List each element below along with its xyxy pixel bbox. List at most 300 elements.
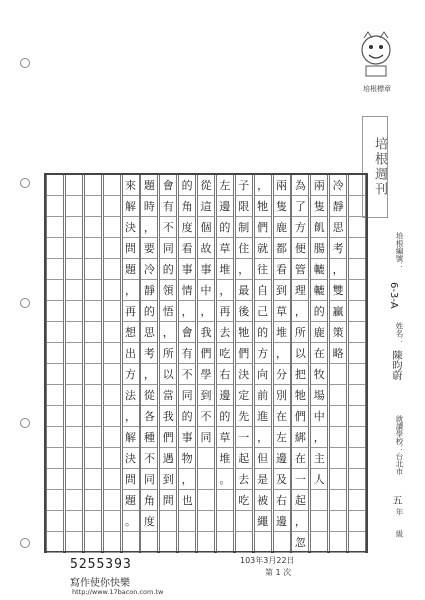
grid-cell: 看 xyxy=(274,259,290,280)
grid-cell: 草 xyxy=(217,427,233,448)
grid-cell xyxy=(66,406,82,427)
grid-cell: 限 xyxy=(236,196,252,217)
grid-cell: 同 xyxy=(141,469,157,490)
grid-cell: ， xyxy=(217,280,233,301)
grid-cell: 中 xyxy=(198,280,214,301)
grid-cell xyxy=(47,280,63,301)
grid-cell: 的 xyxy=(311,301,327,322)
grid-cell: ， xyxy=(179,301,195,322)
grid-cell: 同 xyxy=(198,427,214,448)
grid-cell: 各 xyxy=(141,406,157,427)
grid-cell xyxy=(85,469,101,490)
grid-cell xyxy=(349,259,365,280)
grid-cell xyxy=(311,511,327,532)
grid-cell: 隻 xyxy=(311,196,327,217)
grid-cell xyxy=(349,238,365,259)
grid-cell: 有 xyxy=(160,196,176,217)
grid-cell: 右 xyxy=(274,490,290,511)
grid-cell xyxy=(330,448,346,469)
grid-cell: 冷 xyxy=(141,259,157,280)
grid-cell: 所 xyxy=(292,322,308,343)
grid-cell xyxy=(47,196,63,217)
grid-cell: 堆 xyxy=(217,448,233,469)
grid-cell: 思 xyxy=(141,322,157,343)
binder-hole xyxy=(20,178,30,188)
grid-cell: ， xyxy=(123,280,139,301)
grid-cell: 這 xyxy=(198,196,214,217)
grid-cell: 在 xyxy=(311,343,327,364)
school-label: 就讀學校：台北市 xyxy=(395,415,404,475)
grid-cell: 左 xyxy=(274,427,290,448)
grid-cell xyxy=(217,490,233,511)
grid-column xyxy=(178,175,196,551)
grid-cell: 方 xyxy=(292,217,308,238)
grid-cell: 要 xyxy=(141,238,157,259)
grid-cell: 把 xyxy=(292,364,308,385)
grid-cell: 考 xyxy=(141,343,157,364)
grid-cell xyxy=(104,175,120,196)
grid-cell xyxy=(104,343,120,364)
grid-cell: 中 xyxy=(311,406,327,427)
grid-column xyxy=(84,175,102,551)
grid-cell: 綁 xyxy=(292,427,308,448)
grid-cell: 不 xyxy=(198,406,214,427)
grid-cell: 忽 xyxy=(292,532,308,553)
grid-cell: 己 xyxy=(255,301,271,322)
grid-cell: 思 xyxy=(330,217,346,238)
grid-cell: 不 xyxy=(160,217,176,238)
grid-cell: 在 xyxy=(274,406,290,427)
grid-cell: 轆 xyxy=(311,280,327,301)
grid-cell xyxy=(66,301,82,322)
grid-cell xyxy=(198,448,214,469)
grid-cell: 們 xyxy=(292,406,308,427)
grid-cell: 前 xyxy=(255,385,271,406)
grid-cell xyxy=(104,364,120,385)
grid-cell: 從 xyxy=(141,385,157,406)
binder-hole xyxy=(20,418,30,428)
grid-cell xyxy=(236,532,252,553)
grid-cell xyxy=(85,385,101,406)
grid-cell: 起 xyxy=(292,490,308,511)
grid-cell: 的 xyxy=(217,217,233,238)
grid-cell: 想 xyxy=(123,322,139,343)
grid-cell xyxy=(47,448,63,469)
grid-cell: 物 xyxy=(179,448,195,469)
grade-suffix: 級 xyxy=(395,530,404,538)
grid-cell xyxy=(104,196,120,217)
grid-cell: 的 xyxy=(217,406,233,427)
grid-cell xyxy=(66,469,82,490)
magazine-title: 培根週刊 xyxy=(362,116,388,218)
grid-cell: 管 xyxy=(292,259,308,280)
grid-cell: 定 xyxy=(236,385,252,406)
grid-cell xyxy=(330,364,346,385)
grid-cell: ， xyxy=(292,511,308,532)
grid-cell xyxy=(85,511,101,532)
grid-cell: 方 xyxy=(255,343,271,364)
code-label: 培根編號： xyxy=(395,232,404,270)
grid-cell: 故 xyxy=(198,238,214,259)
grid-cell xyxy=(330,511,346,532)
grid-cell xyxy=(104,406,120,427)
grid-cell: 決 xyxy=(236,364,252,385)
grid-cell xyxy=(349,469,365,490)
grid-cell xyxy=(104,280,120,301)
grid-cell xyxy=(85,196,101,217)
grid-cell: 情 xyxy=(179,280,195,301)
binder-hole xyxy=(20,298,30,308)
grid-cell: 遇 xyxy=(160,448,176,469)
grid-cell xyxy=(330,469,346,490)
grid-cell xyxy=(104,490,120,511)
grid-cell: 一 xyxy=(236,427,252,448)
grid-cell xyxy=(330,532,346,553)
grid-cell: 不 xyxy=(141,448,157,469)
barcode-number: 5255393 xyxy=(70,557,132,572)
grid-cell: 人 xyxy=(311,469,327,490)
grid-cell: 。 xyxy=(217,469,233,490)
grid-cell: 便 xyxy=(292,238,308,259)
grid-cell: 繩 xyxy=(255,511,271,532)
grid-cell: ， xyxy=(330,259,346,280)
grid-column xyxy=(273,175,291,551)
grid-cell: ， xyxy=(141,217,157,238)
grid-cell: 子 xyxy=(236,175,252,196)
name-label: 姓名： xyxy=(395,322,404,345)
grid-cell xyxy=(47,259,63,280)
grid-cell xyxy=(85,364,101,385)
grid-cell xyxy=(85,490,101,511)
grid-cell: 轆 xyxy=(311,259,327,280)
grid-cell: 也 xyxy=(179,490,195,511)
grid-cell xyxy=(66,364,82,385)
grid-cell: 牠 xyxy=(236,322,252,343)
grid-cell: ， xyxy=(255,427,271,448)
grid-cell: 先 xyxy=(236,406,252,427)
grid-cell: 後 xyxy=(236,301,252,322)
grid-cell: 自 xyxy=(255,280,271,301)
grid-cell xyxy=(66,511,82,532)
grid-cell xyxy=(349,406,365,427)
grid-cell: 在 xyxy=(292,448,308,469)
grid-cell: 再 xyxy=(123,301,139,322)
grid-cell: 角 xyxy=(179,196,195,217)
grid-cell: 決 xyxy=(123,217,139,238)
grid-cell: 右 xyxy=(217,364,233,385)
slogan: 寫作使你快樂 xyxy=(70,578,130,589)
grid-cell: 草 xyxy=(217,238,233,259)
grid-cell: 堆 xyxy=(274,322,290,343)
grid-cell xyxy=(330,490,346,511)
grid-cell xyxy=(104,385,120,406)
grid-cell: 學 xyxy=(198,364,214,385)
grid-cell: 的 xyxy=(141,301,157,322)
grid-cell xyxy=(104,217,120,238)
grid-cell xyxy=(349,196,365,217)
grid-cell xyxy=(349,427,365,448)
grid-cell: 們 xyxy=(198,343,214,364)
grid-cell: 就 xyxy=(255,238,271,259)
grid-cell: 題 xyxy=(141,175,157,196)
grid-cell: 吃 xyxy=(236,490,252,511)
grid-cell xyxy=(349,217,365,238)
grid-cell: 及 xyxy=(274,469,290,490)
grid-cell: 看 xyxy=(179,238,195,259)
grid-cell xyxy=(104,322,120,343)
grid-column xyxy=(329,175,347,551)
grid-cell: 所 xyxy=(160,343,176,364)
grid-cell xyxy=(330,406,346,427)
grid-cell: 去 xyxy=(236,469,252,490)
grid-cell xyxy=(47,532,63,553)
grid-cell xyxy=(349,322,365,343)
binder-hole xyxy=(20,538,30,548)
grid-cell: 的 xyxy=(179,175,195,196)
grid-cell xyxy=(349,280,365,301)
grid-cell: 往 xyxy=(255,259,271,280)
grid-cell: ， xyxy=(198,301,214,322)
grid-cell xyxy=(160,532,176,553)
grade-label: 年 xyxy=(395,508,404,516)
grid-cell xyxy=(85,259,101,280)
grid-cell: 解 xyxy=(123,196,139,217)
grid-cell: 同 xyxy=(160,238,176,259)
grid-column xyxy=(65,175,83,551)
grid-cell xyxy=(104,532,120,553)
code-value: 6-3-A xyxy=(388,282,399,309)
grid-cell: 理 xyxy=(292,280,308,301)
grid-column xyxy=(140,175,158,551)
grid-cell xyxy=(85,301,101,322)
grid-column xyxy=(348,175,366,551)
grid-cell xyxy=(179,532,195,553)
grid-cell xyxy=(85,532,101,553)
grid-cell: 進 xyxy=(255,406,271,427)
grid-cell: 法 xyxy=(123,385,139,406)
grid-cell: 度 xyxy=(141,511,157,532)
grid-cell: 題 xyxy=(123,259,139,280)
grid-cell xyxy=(85,406,101,427)
grid-column xyxy=(235,175,253,551)
grid-cell xyxy=(311,490,327,511)
grid-cell: 事 xyxy=(179,427,195,448)
grid-cell: 牠 xyxy=(255,196,271,217)
grid-cell xyxy=(255,532,271,553)
grid-cell xyxy=(349,343,365,364)
grid-cell: 靜 xyxy=(141,280,157,301)
grid-cell: 角 xyxy=(141,490,157,511)
grid-cell xyxy=(198,490,214,511)
grid-cell: 邊 xyxy=(274,511,290,532)
grid-cell: 不 xyxy=(179,364,195,385)
bacon-mascot-icon xyxy=(354,30,398,78)
grid-cell xyxy=(349,511,365,532)
grid-cell: 向 xyxy=(255,364,271,385)
grid-cell xyxy=(104,259,120,280)
grid-cell: 堆 xyxy=(217,259,233,280)
grid-cell: 方 xyxy=(123,364,139,385)
grid-cell: 會 xyxy=(160,175,176,196)
grid-cell xyxy=(274,532,290,553)
logo-caption: 培根標章 xyxy=(363,85,391,93)
grid-cell: 的 xyxy=(179,406,195,427)
grid-cell: 時 xyxy=(141,196,157,217)
grid-cell: 當 xyxy=(160,385,176,406)
grid-cell: 飢 xyxy=(311,217,327,238)
grid-cell xyxy=(85,322,101,343)
grid-cell xyxy=(66,532,82,553)
grid-cell xyxy=(47,364,63,385)
grid-cell: ， xyxy=(179,469,195,490)
grid-cell: 冷 xyxy=(330,175,346,196)
grid-cell: 決 xyxy=(123,448,139,469)
grid-cell xyxy=(349,532,365,553)
grid-cell: 們 xyxy=(160,427,176,448)
grid-cell: 考 xyxy=(330,238,346,259)
grid-cell: 到 xyxy=(274,280,290,301)
grid-cell xyxy=(47,490,63,511)
grid-cell xyxy=(104,469,120,490)
grid-cell xyxy=(47,301,63,322)
grid-cell: 雙 xyxy=(330,280,346,301)
grid-cell: 。 xyxy=(123,511,139,532)
grid-cell xyxy=(104,238,120,259)
grid-column xyxy=(159,175,177,551)
grid-cell xyxy=(217,511,233,532)
grid-cell: ， xyxy=(123,406,139,427)
grid-cell: 題 xyxy=(123,490,139,511)
grid-column xyxy=(254,175,272,551)
grid-cell xyxy=(349,364,365,385)
grid-cell: 到 xyxy=(198,385,214,406)
grid-cell xyxy=(198,469,214,490)
grid-cell xyxy=(66,196,82,217)
grid-cell: 鹿 xyxy=(274,217,290,238)
writing-grid xyxy=(44,173,368,553)
grid-cell xyxy=(349,385,365,406)
grid-cell: 邊 xyxy=(274,448,290,469)
grid-cell: 隻 xyxy=(274,196,290,217)
grid-cell xyxy=(47,343,63,364)
grid-cell: 起 xyxy=(236,448,252,469)
grid-cell: 同 xyxy=(179,385,195,406)
grid-cell: 個 xyxy=(198,217,214,238)
grid-column xyxy=(197,175,215,551)
grid-cell: ， xyxy=(236,259,252,280)
grid-cell: 邊 xyxy=(217,196,233,217)
grid-cell xyxy=(198,511,214,532)
grid-cell: 邊 xyxy=(217,385,233,406)
grid-cell xyxy=(330,427,346,448)
grid-cell: 一 xyxy=(292,469,308,490)
grid-cell xyxy=(47,511,63,532)
grid-column xyxy=(216,175,234,551)
grid-cell: 我 xyxy=(198,322,214,343)
grid-cell xyxy=(85,238,101,259)
grid-column xyxy=(46,175,64,551)
grid-cell xyxy=(311,532,327,553)
grid-cell xyxy=(85,175,101,196)
grid-column xyxy=(122,175,140,551)
grid-cell xyxy=(85,280,101,301)
grid-cell: 略 xyxy=(330,343,346,364)
grid-cell: 去 xyxy=(217,322,233,343)
grid-cell xyxy=(349,490,365,511)
grid-cell: 以 xyxy=(292,343,308,364)
grid-column xyxy=(291,175,309,551)
grid-cell: 問 xyxy=(160,490,176,511)
grid-cell xyxy=(179,511,195,532)
grid-cell xyxy=(330,385,346,406)
grid-cell: 牠 xyxy=(292,385,308,406)
grid-cell: 腸 xyxy=(311,238,327,259)
grid-cell: 們 xyxy=(236,343,252,364)
grid-cell xyxy=(349,175,365,196)
grid-cell xyxy=(66,217,82,238)
grid-cell xyxy=(66,259,82,280)
grid-cell: 別 xyxy=(274,385,290,406)
grid-cell: ， xyxy=(255,175,271,196)
grid-cell xyxy=(66,238,82,259)
grid-cell: 有 xyxy=(179,343,195,364)
grid-cell: 都 xyxy=(274,238,290,259)
grid-column xyxy=(103,175,121,551)
grid-cell xyxy=(217,532,233,553)
grid-cell xyxy=(47,406,63,427)
grid-cell: 了 xyxy=(292,196,308,217)
grid-cell xyxy=(236,511,252,532)
grid-cell: 是 xyxy=(255,469,271,490)
grid-cell: 贏 xyxy=(330,301,346,322)
grid-cell: 兩 xyxy=(274,175,290,196)
grid-cell: 問 xyxy=(123,469,139,490)
grid-cell: 我 xyxy=(160,406,176,427)
grid-cell: ， xyxy=(274,343,290,364)
grid-cell xyxy=(141,532,157,553)
grid-cell: ， xyxy=(160,322,176,343)
grid-cell xyxy=(104,427,120,448)
grid-cell: 兩 xyxy=(311,175,327,196)
grid-cell xyxy=(85,427,101,448)
grid-cell: 出 xyxy=(123,343,139,364)
grid-cell: 事 xyxy=(198,259,214,280)
grid-cell: 的 xyxy=(160,259,176,280)
grid-cell: 事 xyxy=(179,259,195,280)
grid-cell: ， xyxy=(141,364,157,385)
grid-cell: 解 xyxy=(123,427,139,448)
grid-cell: ， xyxy=(311,427,327,448)
grid-cell: 以 xyxy=(160,364,176,385)
grid-cell xyxy=(66,427,82,448)
grid-cell: 草 xyxy=(274,301,290,322)
submission-date: 103年3月22日 xyxy=(240,556,295,565)
student-name: 陳昀蔚 xyxy=(390,350,401,380)
grid-cell: 領 xyxy=(160,280,176,301)
grid-cell xyxy=(47,469,63,490)
grid-cell: 靜 xyxy=(330,196,346,217)
grid-cell xyxy=(85,448,101,469)
grid-cell xyxy=(66,448,82,469)
grid-cell: 住 xyxy=(236,238,252,259)
binder-hole xyxy=(20,58,30,68)
grid-cell: 們 xyxy=(255,217,271,238)
grid-cell xyxy=(66,175,82,196)
grid-cell xyxy=(198,532,214,553)
grid-cell xyxy=(85,217,101,238)
grid-cell: 但 xyxy=(255,448,271,469)
page-number: 第 1 次 xyxy=(265,568,292,577)
